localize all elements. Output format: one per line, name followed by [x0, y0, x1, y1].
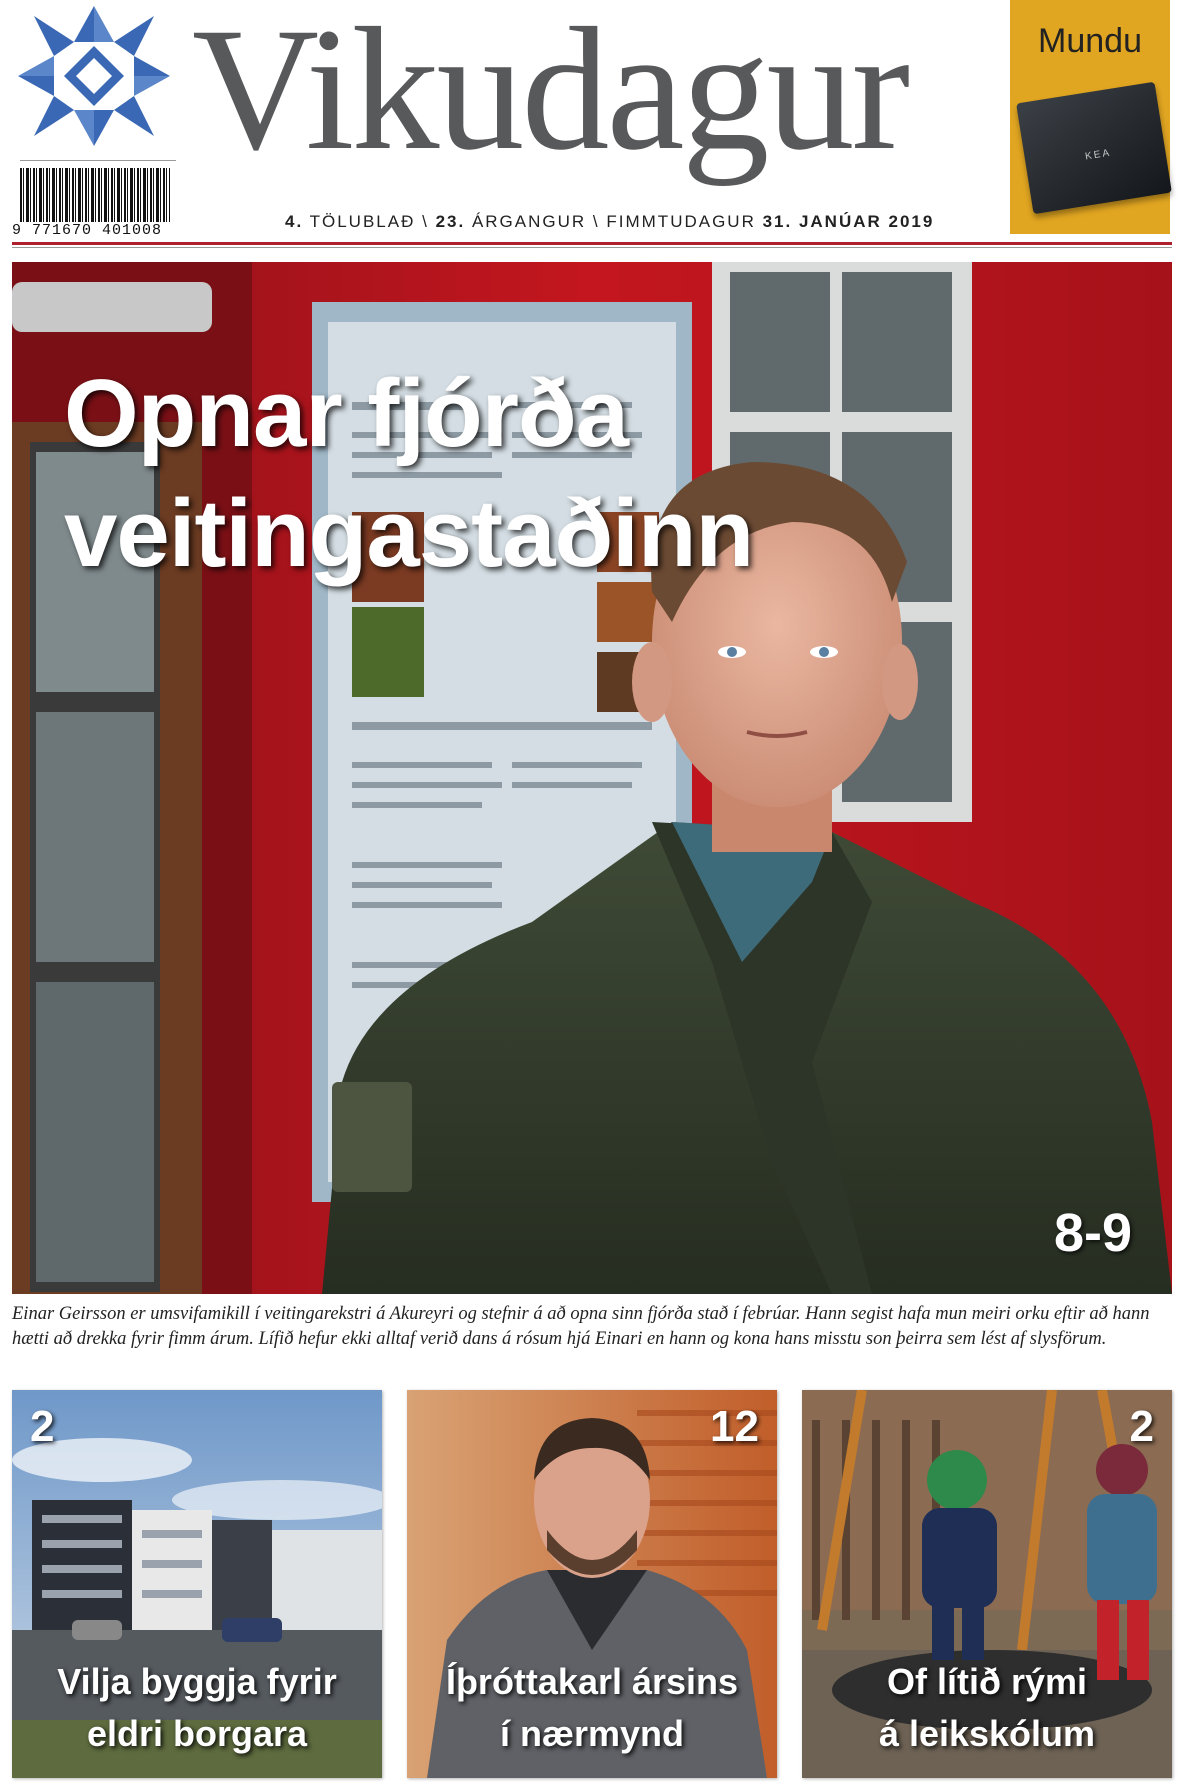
issue-label: TÖLUBLAÐ: [309, 212, 416, 231]
card-logo-text: KEA: [1084, 147, 1112, 163]
card-image: [1016, 82, 1172, 215]
newspaper-title: Vikudagur: [192, 0, 908, 187]
lead-headline-line2: veitingastaðinn: [64, 480, 754, 587]
teaser-headline-line1: Of lítið rými: [886, 1661, 1088, 1702]
barcode-bars: [20, 168, 170, 222]
teaser-headline-line2: eldri borgara: [86, 1713, 308, 1754]
teaser-athlete[interactable]: [407, 1390, 777, 1778]
lead-caption: Einar Geirsson er umsvifamikill í veitingarekstri á Akureyri og stefnir á að opna sinn fjórða stað í febrúar. Hann segist hafa mun meiri orku eftir að hann hætti að drekka fyrir fimm árum. Lífið hefur ekki alltaf verið dans á rósum hjá Einari en hann og kona hans misstu son þeirra sem lést af slysförum.: [12, 1304, 1150, 1349]
teaser-headline-line1: Íþróttakarl ársins: [445, 1661, 739, 1702]
lead-headline-line1: Opnar fjórða: [64, 360, 629, 467]
masthead-rule-red: [12, 242, 1172, 245]
barcode-number: 9 771670 401008: [12, 222, 163, 239]
teaser-page-number: 12: [710, 1402, 759, 1451]
lead-photo[interactable]: [12, 262, 1172, 1294]
star-logo-icon: [14, 2, 174, 150]
volume-number: 23.: [435, 212, 466, 231]
teaser-page-number: 2: [30, 1402, 55, 1451]
issue-date: 31. JANÚAR 2019: [762, 212, 935, 231]
teaser-headline: [12, 1656, 382, 1760]
masthead: [0, 0, 1200, 250]
issue-number: 4.: [285, 212, 304, 231]
issue-line: [285, 212, 1005, 236]
barcode: [12, 160, 172, 240]
ad-box[interactable]: [1010, 0, 1170, 234]
teaser-page-number: 2: [1129, 1402, 1154, 1451]
teaser-headline-line2: í nærmynd: [499, 1713, 685, 1754]
teaser-playground[interactable]: [802, 1390, 1172, 1778]
teaser-housing[interactable]: [12, 1390, 382, 1778]
barcode-rule: [20, 160, 176, 161]
teaser-headline: [407, 1656, 777, 1760]
separator: \: [422, 212, 429, 231]
separator: \: [592, 212, 600, 231]
lead-headline[interactable]: [64, 354, 884, 594]
volume-label: ÁRGANGUR: [471, 212, 587, 231]
teaser-headline-line1: Vilja byggja fyrir: [57, 1661, 337, 1702]
teaser-headline: [802, 1656, 1172, 1760]
weekday: FIMMTUDAGUR: [606, 212, 756, 231]
ad-label: Mundu: [1038, 22, 1142, 60]
masthead-rule-grey: [12, 247, 1172, 248]
lead-page-ref: 8-9: [1053, 1203, 1132, 1263]
teaser-headline-line2: á leikskólum: [878, 1713, 1096, 1754]
